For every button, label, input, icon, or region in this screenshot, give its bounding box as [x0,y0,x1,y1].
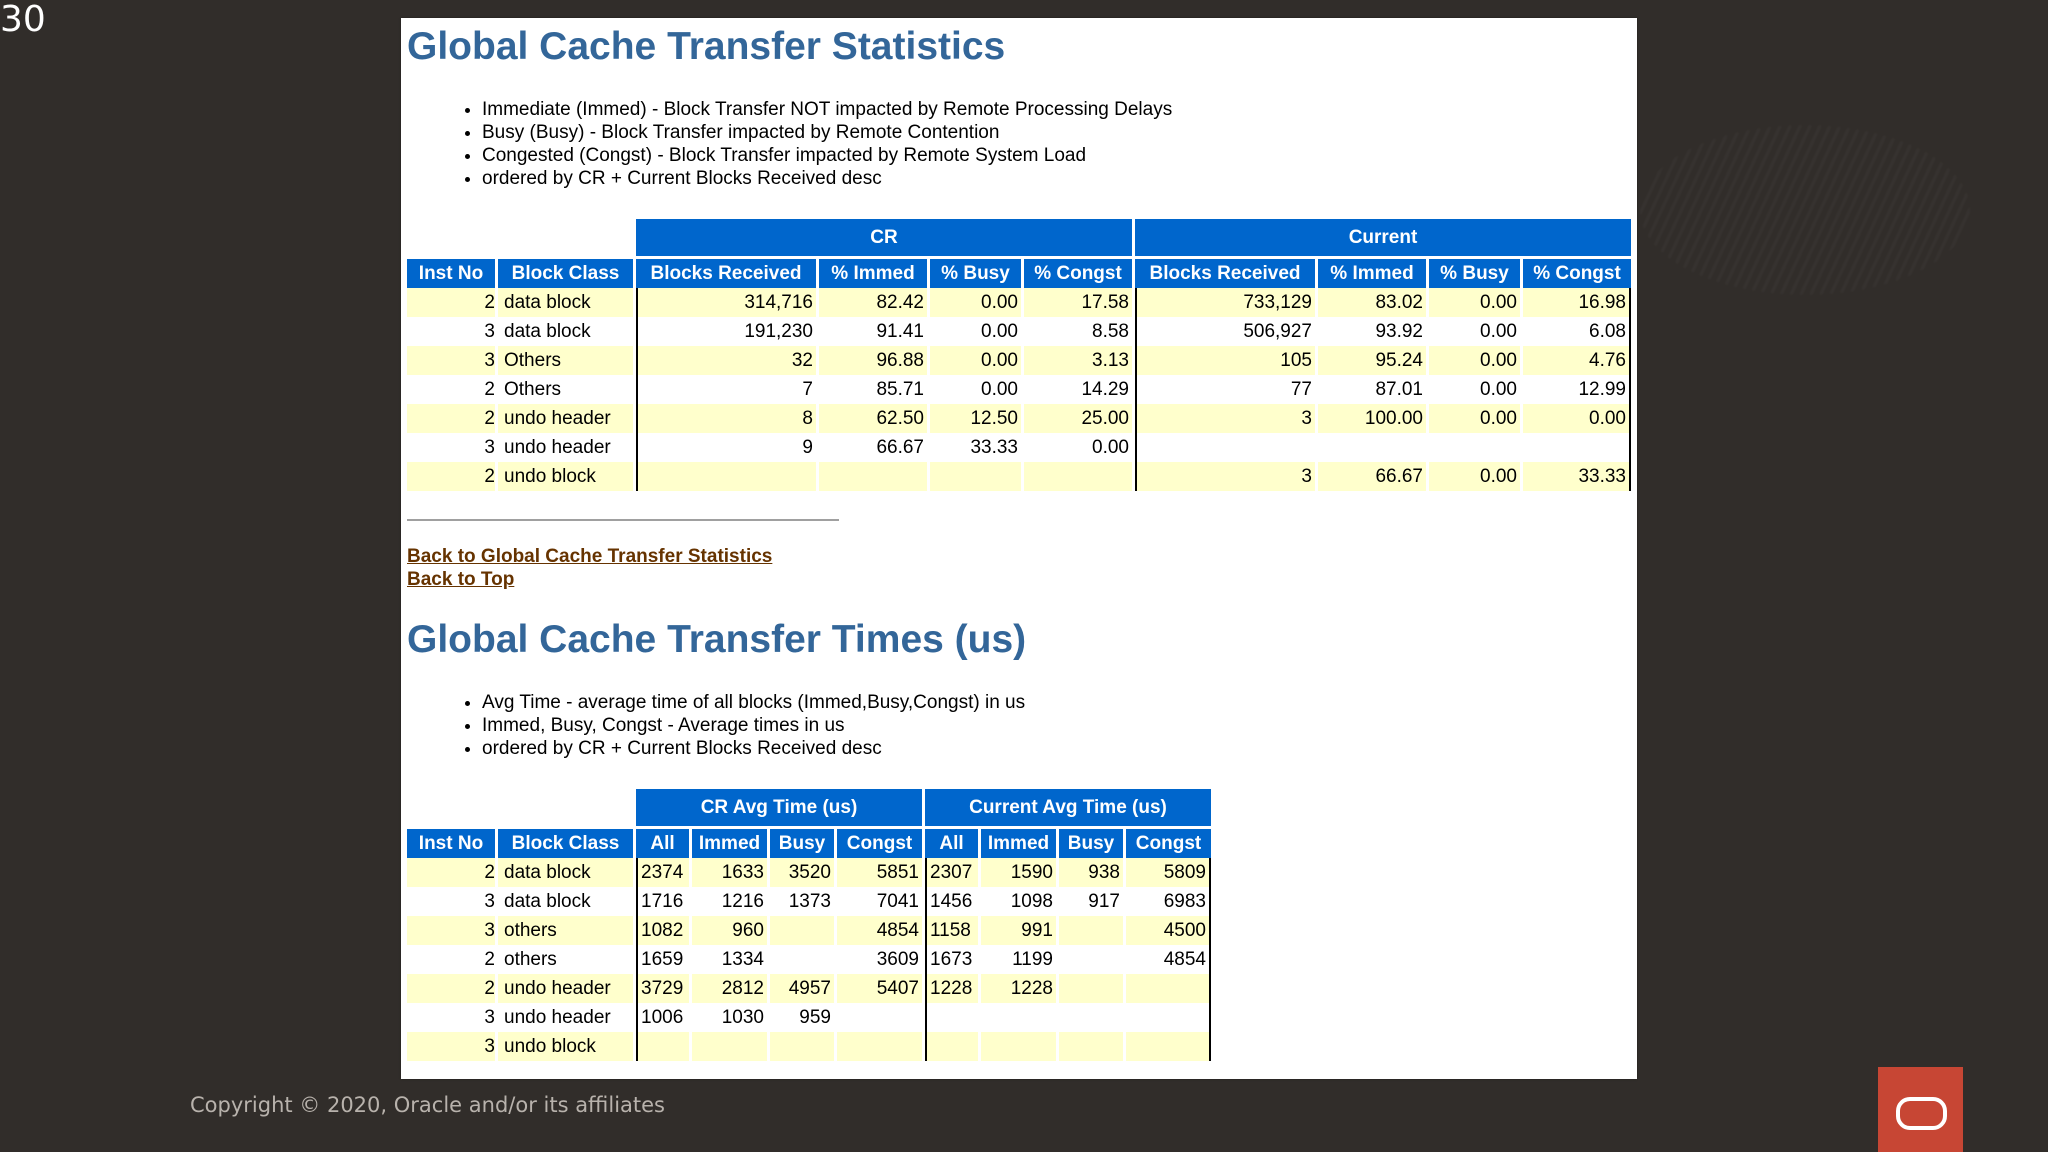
column-header: Blocks Received [636,256,816,288]
table-cell: 0.00 [1429,462,1520,491]
table-row [407,887,1211,916]
table-cell [692,1032,767,1061]
divider [407,519,839,521]
column-header: % Congst [1024,256,1132,288]
transfer-stats-notes [401,98,1172,190]
table-cell: 1228 [925,974,978,1003]
column-header: Busy [1059,826,1123,858]
table-cell: 3 [1135,404,1315,433]
table-cell [770,1032,834,1061]
table-cell: 1334 [692,945,767,974]
table-cell: 4.76 [1523,346,1631,375]
table-cell: 33.33 [1523,462,1631,491]
decorative-texture [1640,125,1970,295]
table-cell: 3 [407,317,495,346]
table-cell [1059,916,1123,945]
table-cell: 2374 [636,858,689,887]
table-cell: 8.58 [1024,317,1132,346]
table-cell: 12.99 [1523,375,1631,404]
table-cell: undo header [498,974,633,1003]
table-cell: 2 [407,858,495,887]
table-cell: 16.98 [1523,288,1631,317]
table-cell: 25.00 [1024,404,1132,433]
table-cell: others [498,916,633,945]
table-cell: 5407 [837,974,922,1003]
note-item: • ordered by CR + Current Blocks Received desc [482,167,1172,190]
table-cell [1059,945,1123,974]
table-cell: 960 [692,916,767,945]
table-cell: undo header [498,433,633,462]
table-cell: 1633 [692,858,767,887]
table-row [407,288,1631,317]
column-header: Congst [1126,826,1211,858]
table-cell: 3609 [837,945,922,974]
transfer-stats-table [404,219,1634,491]
table-cell: 62.50 [819,404,927,433]
table-cell [981,1003,1056,1032]
table-cell: 314,716 [636,288,816,317]
table-cell: 191,230 [636,317,816,346]
table-row [407,858,1211,887]
table-row [407,1003,1211,1032]
table-cell: 83.02 [1318,288,1426,317]
table-cell: 0.00 [1523,404,1631,433]
table-cell: 7 [636,375,816,404]
table-cell: 2 [407,462,495,491]
oracle-ring-shape [1896,1097,1947,1130]
table-row [407,404,1631,433]
table-cell: 1673 [925,945,978,974]
table-cell [1135,433,1315,462]
table-cell [981,1032,1056,1061]
column-header: % Congst [1523,256,1631,288]
table-cell: 82.42 [819,288,927,317]
copyright-text: Copyright © 2020, Oracle and/or its affiliates [190,1093,665,1117]
table-cell: 2 [407,375,495,404]
table-cell: 96.88 [819,346,927,375]
table-cell: 17.58 [1024,288,1132,317]
column-header: % Immed [1318,256,1426,288]
column-header: Congst [837,826,922,858]
note-item: • Congested (Congst) - Block Transfer impacted by Remote System Load [482,144,1172,167]
table-row [407,916,1211,945]
column-header: All [636,826,689,858]
table-cell: 32 [636,346,816,375]
table-cell: 6.08 [1523,317,1631,346]
table-cell: 1030 [692,1003,767,1032]
table-cell: 0.00 [1024,433,1132,462]
column-header: Busy [770,826,834,858]
table-cell: 0.00 [1429,346,1520,375]
table-cell [1059,974,1123,1003]
table-cell: 3520 [770,858,834,887]
table-cell: 0.00 [930,346,1021,375]
column-header: % Busy [930,256,1021,288]
table-cell: 105 [1135,346,1315,375]
table-cell: 8 [636,404,816,433]
table-cell [837,1032,922,1061]
table-cell: 7041 [837,887,922,916]
table-cell [1126,974,1211,1003]
table-cell: 4500 [1126,916,1211,945]
table-cell [1126,1003,1211,1032]
table-cell: 3 [407,346,495,375]
table-cell: undo header [498,1003,633,1032]
group-header-current-avg: Current Avg Time (us) [925,789,1211,826]
table-cell: 3 [1135,462,1315,491]
table-cell [636,462,816,491]
table-cell: 0.00 [1429,288,1520,317]
transfer-times-notes [401,691,1025,760]
table-row [407,346,1631,375]
table-cell: undo block [498,1032,633,1061]
awr-report-panel [401,18,1637,1079]
column-header: % Immed [819,256,927,288]
back-to-stats-link[interactable]: Back to Global Cache Transfer Statistics [407,546,773,567]
table-cell [1318,433,1426,462]
table-cell: 2 [407,404,495,433]
table-cell: 0.00 [930,288,1021,317]
table-cell: 5851 [837,858,922,887]
table-cell: 66.67 [819,433,927,462]
table-cell: 14.29 [1024,375,1132,404]
table-cell: 6983 [1126,887,1211,916]
table-cell: 3 [407,1003,495,1032]
group-header-cr-avg: CR Avg Time (us) [636,789,922,826]
table-cell: 1098 [981,887,1056,916]
table-row [407,945,1211,974]
table-cell: 5809 [1126,858,1211,887]
column-header: Inst No [407,256,495,288]
transfer-stats-title: Global Cache Transfer Statistics [407,25,1006,68]
column-header: Immed [692,826,767,858]
table-cell [1059,1003,1123,1032]
table-cell: 1199 [981,945,1056,974]
table-cell: 0.00 [1429,375,1520,404]
column-header: All [925,826,978,858]
table-cell: 3 [407,433,495,462]
table-cell [636,1032,689,1061]
table-cell: data block [498,288,633,317]
column-header: Block Class [498,256,633,288]
table-row [407,1032,1211,1061]
table-cell: 1659 [636,945,689,974]
group-header-cr: CR [636,219,1132,256]
table-cell: data block [498,887,633,916]
table-cell: 917 [1059,887,1123,916]
note-item: • Avg Time - average time of all blocks (Immed,Busy,Congst) in us [482,691,1025,714]
column-header: Immed [981,826,1056,858]
column-header: Block Class [498,826,633,858]
table-cell: 1456 [925,887,978,916]
table-cell: 0.00 [1429,404,1520,433]
table-cell: 87.01 [1318,375,1426,404]
group-header-current: Current [1135,219,1631,256]
table-cell: 733,129 [1135,288,1315,317]
table-cell: 100.00 [1318,404,1426,433]
table-cell: 85.71 [819,375,927,404]
table-cell: others [498,945,633,974]
table-cell: 3 [407,916,495,945]
table-cell: 938 [1059,858,1123,887]
table-cell: 1590 [981,858,1056,887]
table-cell [1024,462,1132,491]
transfer-stats-body [407,288,1631,491]
table-cell [930,462,1021,491]
table-cell: 33.33 [930,433,1021,462]
table-row [407,317,1631,346]
column-header: % Busy [1429,256,1520,288]
note-item: • Immed, Busy, Congst - Average times in us [482,714,1025,737]
table-cell: 12.50 [930,404,1021,433]
table-cell: 1716 [636,887,689,916]
transfer-times-body [407,858,1211,1061]
table-cell: 1006 [636,1003,689,1032]
table-cell [770,916,834,945]
table-cell: 4854 [837,916,922,945]
table-cell: 77 [1135,375,1315,404]
empty-header-cell [407,219,633,256]
table-row [407,462,1631,491]
table-cell: 2 [407,288,495,317]
table-cell: 93.92 [1318,317,1426,346]
table-cell: 3 [407,1032,495,1061]
table-cell [770,945,834,974]
table-cell: 0.00 [930,375,1021,404]
table-cell [1126,1032,1211,1061]
table-cell: 2812 [692,974,767,1003]
table-cell [819,462,927,491]
table-row [407,974,1211,1003]
table-cell: 9 [636,433,816,462]
table-cell: 4957 [770,974,834,1003]
table-cell: 2 [407,945,495,974]
transfer-times-title: Global Cache Transfer Times (us) [407,618,1027,661]
note-item: • Immediate (Immed) - Block Transfer NOT impacted by Remote Processing Delays [482,98,1172,121]
column-header: Blocks Received [1135,256,1315,288]
oracle-logo-icon [1878,1067,1963,1152]
transfer-times-table [404,789,1214,1061]
table-cell: 1158 [925,916,978,945]
column-header: Inst No [407,826,495,858]
table-cell: 91.41 [819,317,927,346]
table-cell: 0.00 [1429,317,1520,346]
table-cell: 1216 [692,887,767,916]
table-cell: Others [498,375,633,404]
table-cell: undo header [498,404,633,433]
table-cell: data block [498,317,633,346]
table-cell: 991 [981,916,1056,945]
note-item: • Busy (Busy) - Block Transfer impacted by Remote Contention [482,121,1172,144]
back-to-top-link[interactable]: Back to Top [407,569,515,590]
table-cell: Others [498,346,633,375]
table-cell: 1082 [636,916,689,945]
table-cell [1059,1032,1123,1061]
table-cell: undo block [498,462,633,491]
table-cell: 3729 [636,974,689,1003]
table-cell [1429,433,1520,462]
table-cell: 1373 [770,887,834,916]
table-cell: 2 [407,974,495,1003]
table-cell: 2307 [925,858,978,887]
table-cell: 3 [407,887,495,916]
table-cell [837,1003,922,1032]
table-cell: 4854 [1126,945,1211,974]
table-cell [925,1032,978,1061]
table-cell: 506,927 [1135,317,1315,346]
note-item: • ordered by CR + Current Blocks Received desc [482,737,1025,760]
table-cell: 959 [770,1003,834,1032]
table-cell [925,1003,978,1032]
table-cell: 3.13 [1024,346,1132,375]
slide-number: 30 [0,0,46,40]
table-cell: 0.00 [930,317,1021,346]
table-cell: data block [498,858,633,887]
table-row [407,433,1631,462]
empty-header-cell [407,789,633,826]
table-cell: 66.67 [1318,462,1426,491]
table-cell: 1228 [981,974,1056,1003]
table-cell [1523,433,1631,462]
table-row [407,375,1631,404]
table-cell: 95.24 [1318,346,1426,375]
